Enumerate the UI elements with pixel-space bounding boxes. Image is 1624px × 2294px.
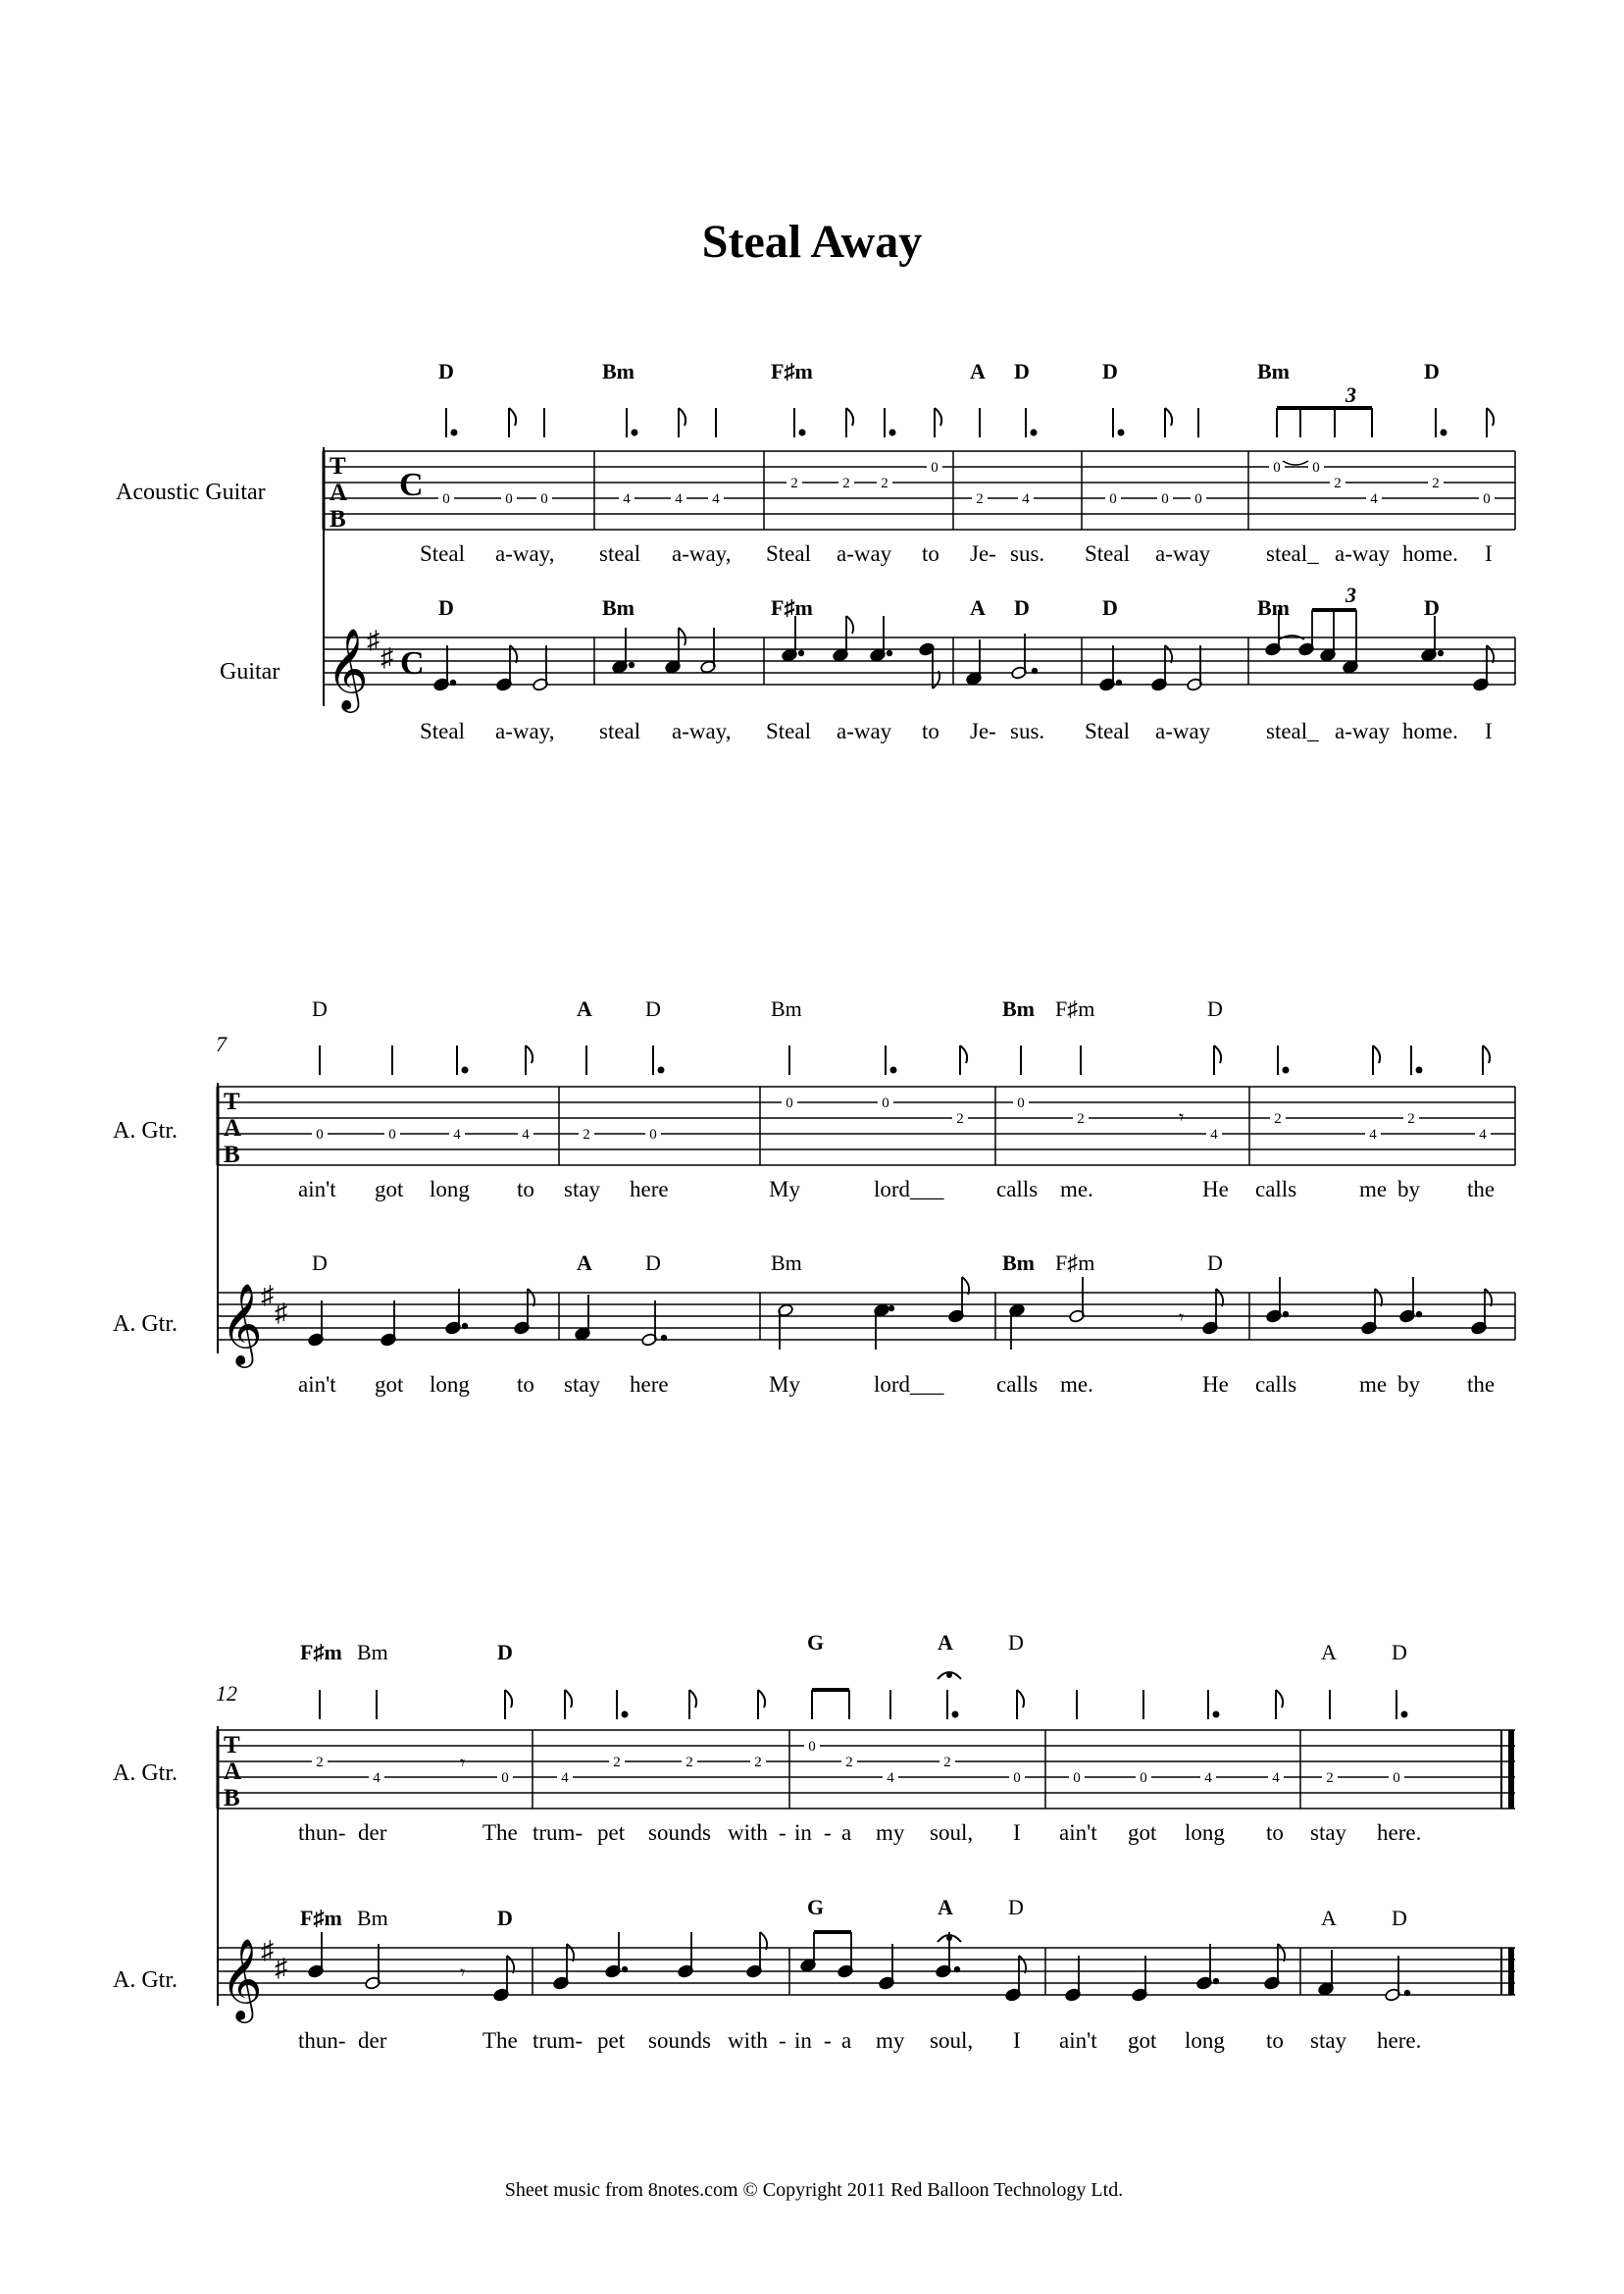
tab-fret: 0 (442, 491, 450, 507)
lyric-syllable: - (779, 2028, 787, 2053)
chord-name: Bm (771, 996, 802, 1021)
lyric-syllable: soul, (930, 1820, 974, 1845)
lyric-syllable: to (922, 541, 939, 566)
chord-name: D (312, 1250, 328, 1275)
tab-fret: 2 (1334, 476, 1342, 491)
chord-name: D (438, 359, 454, 383)
chord-name: D (438, 595, 454, 620)
triplet-number: 3 (1345, 382, 1356, 407)
chord-name: A (970, 359, 986, 383)
lyric-syllable: me. (1060, 1177, 1093, 1201)
chord-name: D (1424, 359, 1440, 383)
chord-name: F♯m (1055, 996, 1095, 1021)
lyric-syllable: by (1397, 1372, 1420, 1397)
lyric-syllable: me (1359, 1372, 1388, 1397)
tab-fret: 2 (613, 1755, 621, 1770)
tab-fret: 0 (505, 491, 513, 507)
lyric-syllable: calls (1255, 1177, 1297, 1201)
lyrics-row (298, 2028, 1421, 2053)
measure-number: 7 (216, 1032, 227, 1056)
lyric-syllable: to (1266, 1820, 1284, 1845)
instrument-label: Guitar (220, 659, 280, 685)
lyric-syllable: thun- (298, 1820, 346, 1845)
lyric-syllable: My (769, 1372, 800, 1397)
tab-fret: 2 (845, 1755, 853, 1770)
tab-fret: 4 (522, 1127, 530, 1143)
tab-clef-t: T (224, 1089, 240, 1115)
svg-text:♯: ♯ (275, 1954, 287, 1982)
lyric-syllable: a (841, 2028, 852, 2053)
lyric-syllable: calls (996, 1177, 1039, 1201)
tab-rhythm-stems (320, 1045, 1483, 1075)
tab-fret: 0 (1013, 1770, 1021, 1786)
treble-clef-icon (221, 1284, 263, 1368)
rhythm-dots-flags (505, 1690, 1407, 1717)
tab-fret: 2 (685, 1755, 693, 1770)
fermata-icon (938, 1672, 961, 1679)
lyric-syllable: a-way (1155, 541, 1211, 566)
chord-name: Bm (1257, 359, 1290, 383)
instrument-label: A. Gtr. (113, 1118, 178, 1144)
lyric-syllable: stay (1310, 2028, 1347, 2053)
tab-fret: 4 (1210, 1127, 1218, 1143)
lyric-syllable: Steal (1085, 719, 1130, 743)
notes (308, 1277, 1492, 1350)
tab-fret: 4 (1479, 1127, 1487, 1143)
lyric-syllable: trum- (533, 1820, 584, 1845)
instrument-label: A. Gtr. (113, 1967, 178, 1993)
lyric-syllable: in (794, 2028, 812, 2053)
lyric-syllable: here (630, 1372, 669, 1397)
eighth-rest-icon: 𝄾 (460, 1753, 466, 1774)
tab-fret: 0 (1393, 1770, 1400, 1786)
rhythm-dots-flags (463, 1045, 1491, 1073)
lyric-syllable: steal_ (1266, 719, 1319, 743)
chord-row (312, 1250, 1223, 1275)
lyric-syllable: steal (599, 541, 641, 566)
tab-fret: 0 (786, 1096, 793, 1111)
lyric-syllable: Steal (766, 541, 811, 566)
tab-clef (330, 453, 347, 533)
chord-name: A (938, 1630, 953, 1655)
lyric-syllable: a-way, (672, 719, 732, 743)
lyric-syllable: in (794, 1820, 812, 1845)
lyric-syllable: - (779, 1820, 787, 1845)
chord-name: D (1102, 359, 1118, 383)
tab-fret: 2 (1077, 1111, 1085, 1127)
lyric-syllable: by (1397, 1177, 1420, 1201)
lyric-syllable: a-way, (672, 541, 732, 566)
lyric-syllable: Steal (1085, 541, 1130, 566)
chord-row (300, 1895, 1407, 1930)
chord-name: Bm (1002, 996, 1035, 1021)
tab-clef-b: B (224, 1142, 240, 1168)
lyric-syllable: ain't (1059, 1820, 1097, 1845)
tab-fret: 4 (1370, 491, 1378, 507)
lyric-syllable: sus. (1010, 719, 1045, 743)
svg-text:♯: ♯ (261, 1936, 274, 1964)
tab-fret: 0 (1017, 1096, 1025, 1111)
chord-name: Bm (602, 359, 634, 383)
tab-fret: 0 (1109, 491, 1117, 507)
lyric-syllable: soul, (930, 2028, 974, 2053)
lyric-syllable: pet (597, 1820, 626, 1845)
instrument-label: A. Gtr. (113, 1311, 178, 1337)
chord-name: D (1014, 359, 1030, 383)
lyric-syllable: with (728, 1820, 768, 1845)
lyric-syllable: long (1185, 2028, 1225, 2053)
lyric-syllable: sounds (648, 1820, 711, 1845)
lyric-syllable: my (876, 1820, 905, 1845)
tab-fret: 2 (1432, 476, 1440, 491)
tab-fret: 4 (887, 1770, 894, 1786)
tab-fret: 0 (1161, 491, 1169, 507)
chord-name: D (1392, 1906, 1407, 1930)
lyric-syllable: der (358, 1820, 387, 1845)
tab-fret: 4 (1204, 1770, 1212, 1786)
svg-text:♯: ♯ (261, 1281, 274, 1309)
lyric-syllable: got (1128, 1820, 1157, 1845)
lyric-syllable: steal (599, 719, 641, 743)
tab-fret: 2 (943, 1755, 951, 1770)
lyric-syllable: long (430, 1177, 470, 1201)
treble-clef-icon (327, 629, 369, 713)
instrument-label: Acoustic Guitar (116, 480, 266, 505)
tab-clef-a: A (330, 480, 348, 506)
chord-name: Bm (771, 1250, 802, 1275)
svg-text:𝄞: 𝄞 (221, 1285, 263, 1363)
tab-fret: 0 (1273, 460, 1281, 476)
tab-clef-b: B (330, 506, 346, 533)
chord-name: A (970, 595, 986, 620)
chord-name: A (938, 1895, 953, 1919)
lyric-syllable: here. (1377, 1820, 1422, 1845)
chord-name: Bm (357, 1906, 388, 1930)
svg-text:𝄞: 𝄞 (221, 1940, 263, 2018)
time-signature: C (400, 645, 425, 682)
lyric-syllable: pet (597, 2028, 626, 2053)
tab-clef (224, 1089, 241, 1168)
lyric-syllable: a-way (837, 719, 892, 743)
rhythm-dots-flags (452, 408, 1495, 435)
lyric-syllable: my (876, 2028, 905, 2053)
tab-fret: 4 (1369, 1127, 1377, 1143)
system-1 (116, 359, 1515, 743)
lyric-syllable: ain't (1059, 2028, 1097, 2053)
tab-fret: 2 (881, 476, 888, 491)
tab-clef-b: B (224, 1785, 240, 1811)
tab-fret: 0 (388, 1127, 396, 1143)
tab-staff (218, 1730, 1515, 1809)
instrument-label: A. Gtr. (113, 1760, 178, 1786)
notes (433, 610, 1494, 691)
triplet-number: 3 (1345, 583, 1356, 607)
lyric-syllable: Je- (970, 719, 996, 743)
tab-fret: 4 (1022, 491, 1030, 507)
eighth-rest-icon: 𝄾 (1179, 1107, 1185, 1129)
notation-staff (324, 637, 1515, 685)
lyric-syllable: Je- (970, 541, 996, 566)
lyrics-row (298, 1177, 1495, 1201)
chord-name: D (1392, 1640, 1407, 1664)
lyric-syllable: a-way (837, 541, 892, 566)
chord-name: Bm (1257, 595, 1290, 620)
lyrics-row (420, 719, 1493, 743)
tab-fret: 0 (316, 1127, 324, 1143)
tab-fret: 2 (1407, 1111, 1415, 1127)
tab-fret: 4 (623, 491, 631, 507)
tab-clef-t: T (330, 453, 346, 480)
tab-fret: 0 (1140, 1770, 1147, 1786)
tab-fret: 0 (501, 1770, 509, 1786)
lyric-syllable: sounds (648, 2028, 711, 2053)
chord-row (438, 595, 1440, 620)
lyric-syllable: a-way (1335, 719, 1391, 743)
notation-staff (218, 1293, 1515, 1340)
lyric-syllable: long (430, 1372, 470, 1397)
lyric-syllable: Steal (420, 719, 465, 743)
chord-name: D (312, 996, 328, 1021)
tab-fret: 0 (931, 460, 939, 476)
lyric-syllable: steal_ (1266, 541, 1319, 566)
tab-fret: 0 (1073, 1770, 1081, 1786)
lyric-syllable: The (482, 1820, 518, 1845)
lyric-syllable: I (1485, 541, 1493, 566)
chord-name: Bm (357, 1640, 388, 1664)
lyric-syllable: lord___ (874, 1177, 944, 1201)
lyric-syllable: to (517, 1177, 534, 1201)
system-2 (113, 996, 1515, 1397)
tab-fret: 4 (453, 1127, 461, 1143)
tab-fret: 4 (561, 1770, 569, 1786)
key-signature-sharps (261, 1936, 287, 1982)
lyric-syllable: ain't (298, 1372, 336, 1397)
tab-clef-a: A (224, 1115, 242, 1142)
tab-fret: 2 (1326, 1770, 1334, 1786)
tab-staff (218, 1087, 1515, 1165)
chord-name: F♯m (771, 595, 813, 620)
lyric-syllable: ain't (298, 1177, 336, 1201)
chord-name: D (1102, 595, 1118, 620)
tab-fret: 0 (808, 1739, 816, 1755)
lyric-syllable: Steal (766, 719, 811, 743)
notes (308, 1932, 1410, 2002)
lyric-syllable: the (1467, 1177, 1496, 1201)
lyrics-row (298, 1820, 1421, 1845)
tab-fret: 0 (540, 491, 548, 507)
tab-clef-t: T (224, 1732, 240, 1759)
chord-name: D (1014, 595, 1030, 620)
lyric-syllable: The (482, 2028, 518, 2053)
lyric-syllable: the (1467, 1372, 1496, 1397)
chord-name: D (1207, 1250, 1223, 1275)
lyric-syllable: me. (1060, 1372, 1093, 1397)
tab-fret: 4 (712, 491, 720, 507)
lyric-syllable: He (1202, 1177, 1229, 1201)
lyric-syllable: to (922, 719, 939, 743)
lyric-syllable: here. (1377, 2028, 1422, 2053)
lyric-syllable: He (1202, 1372, 1229, 1397)
chord-name: Bm (602, 595, 634, 620)
chord-name: D (1008, 1895, 1024, 1919)
chord-name: D (645, 996, 661, 1021)
lyric-syllable: stay (1310, 1820, 1347, 1845)
chord-name: F♯m (300, 1640, 342, 1664)
tab-fret: 0 (1312, 460, 1320, 476)
lyric-syllable: stay (564, 1177, 601, 1201)
chord-name: D (1207, 996, 1223, 1021)
lyric-syllable: me (1359, 1177, 1388, 1201)
lyric-syllable: home. (1402, 541, 1458, 566)
lyric-syllable: I (1485, 719, 1493, 743)
lyric-syllable: a (841, 1820, 852, 1845)
lyric-syllable: here (630, 1177, 669, 1201)
chord-name: D (1008, 1630, 1024, 1655)
lyric-syllable: thun- (298, 2028, 346, 2053)
chord-name: D (497, 1906, 513, 1930)
lyric-syllable: got (375, 1372, 404, 1397)
lyric-syllable: with (728, 2028, 768, 2053)
lyric-syllable: My (769, 1177, 800, 1201)
lyric-syllable: got (1128, 2028, 1157, 2053)
lyric-syllable: stay (564, 1372, 601, 1397)
chord-row (300, 1630, 1407, 1664)
copyright-footer: Sheet music from 8notes.com © Copyright 2011 Red Balloon Technology Ltd. (504, 2179, 1124, 2201)
tab-fret: 4 (1272, 1770, 1280, 1786)
time-signature: C (399, 467, 424, 503)
lyric-syllable: long (1185, 1820, 1225, 1845)
chord-row (312, 996, 1223, 1021)
lyrics-row (298, 1372, 1495, 1397)
tab-fret: 2 (976, 491, 984, 507)
system-3 (113, 1630, 1515, 2053)
chord-name: A (577, 1250, 592, 1275)
tab-fret: 2 (754, 1755, 762, 1770)
lyric-syllable: I (1013, 1820, 1021, 1845)
lyric-syllable: a-way, (495, 541, 555, 566)
lyric-syllable: calls (996, 1372, 1039, 1397)
lyric-syllable: a-way (1335, 541, 1391, 566)
key-signature-sharps (261, 1281, 287, 1327)
chord-name: A (577, 996, 592, 1021)
tab-fret: 2 (790, 476, 798, 491)
lyric-syllable: a-way (1155, 719, 1211, 743)
lyric-syllable: der (358, 2028, 387, 2053)
chord-name: A (1321, 1640, 1337, 1664)
lyric-syllable: - (824, 2028, 832, 2053)
tab-fret: 2 (842, 476, 850, 491)
chord-name: G (807, 1895, 825, 1919)
lyric-syllable: a-way, (495, 719, 555, 743)
lyric-syllable: got (375, 1177, 404, 1201)
eighth-rest-icon: 𝄾 (460, 1963, 466, 1984)
lyric-syllable: to (1266, 2028, 1284, 2053)
lyrics-row (420, 541, 1493, 566)
eighth-rest-icon: 𝄾 (1179, 1307, 1185, 1329)
treble-clef-icon (221, 1939, 263, 2023)
chord-name: D (1424, 595, 1440, 620)
tab-fret: 0 (1194, 491, 1202, 507)
svg-text:♯: ♯ (367, 626, 380, 654)
tab-fret: 0 (649, 1127, 657, 1143)
chord-name: D (645, 1250, 661, 1275)
chord-row (438, 359, 1440, 383)
chord-name: Bm (1002, 1250, 1035, 1275)
chord-name: F♯m (771, 359, 813, 383)
lyric-syllable: - (824, 1820, 832, 1845)
svg-text:♯: ♯ (381, 643, 393, 672)
measure-number: 12 (216, 1681, 237, 1706)
chord-name: G (807, 1630, 825, 1655)
lyric-syllable: I (1013, 2028, 1021, 2053)
chord-name: F♯m (1055, 1250, 1095, 1275)
song-title: Steal Away (701, 216, 923, 268)
chord-name: D (497, 1640, 513, 1664)
lyric-syllable: to (517, 1372, 534, 1397)
svg-text:𝄞: 𝄞 (327, 630, 369, 708)
tab-rhythm-stems (446, 408, 1487, 437)
lyric-syllable: Steal (420, 541, 465, 566)
lyric-syllable: lord___ (874, 1372, 944, 1397)
lyric-syllable: home. (1402, 719, 1458, 743)
tab-clef (224, 1732, 241, 1811)
chord-name: F♯m (300, 1906, 342, 1930)
tab-fret: 4 (373, 1770, 381, 1786)
tab-fret: 0 (1483, 491, 1491, 507)
tab-fret: 2 (956, 1111, 964, 1127)
tab-clef-a: A (224, 1759, 242, 1785)
lyric-syllable: calls (1255, 1372, 1297, 1397)
lyric-syllable: sus. (1010, 541, 1045, 566)
tab-fret: 2 (316, 1755, 324, 1770)
key-signature-sharps (367, 626, 393, 672)
lyric-syllable: trum- (533, 2028, 584, 2053)
tab-fret: 2 (1274, 1111, 1282, 1127)
tab-fret: 0 (882, 1096, 889, 1111)
tab-rhythm-stems (320, 1690, 1396, 1719)
tab-fret: 2 (583, 1127, 590, 1143)
chord-name: A (1321, 1906, 1337, 1930)
tab-fret: 4 (675, 491, 683, 507)
svg-text:♯: ♯ (275, 1299, 287, 1327)
